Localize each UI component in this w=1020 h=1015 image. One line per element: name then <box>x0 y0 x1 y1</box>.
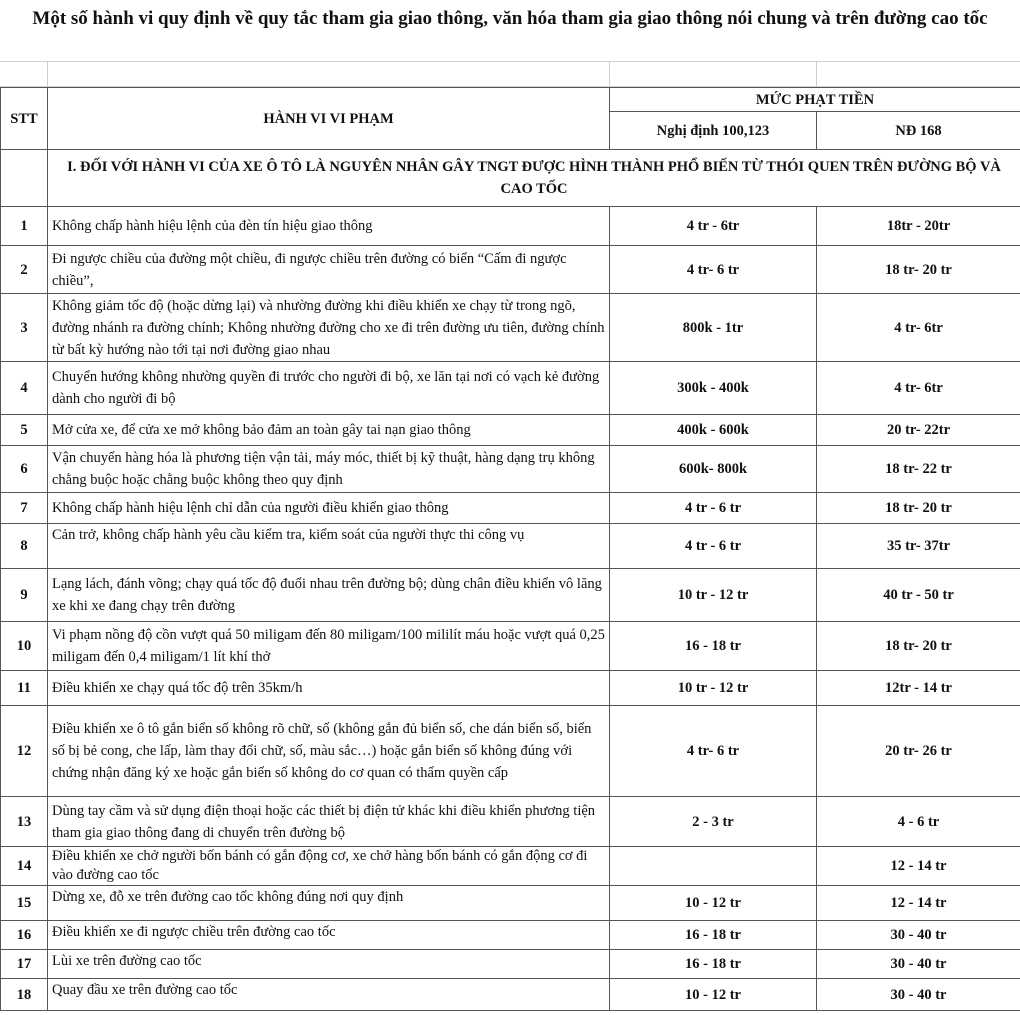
row-fine-new: 18 tr- 22 tr <box>817 446 1020 493</box>
row-violation: Điều khiển xe đi ngược chiều trên đường cao tốc <box>48 921 610 950</box>
row-fine-new: 30 - 40 tr <box>817 950 1020 979</box>
row-fine-old: 10 tr - 12 tr <box>610 671 817 706</box>
row-fine-new: 40 tr - 50 tr <box>817 569 1020 622</box>
row-fine-old: 600k- 800k <box>610 446 817 493</box>
row-fine-new: 12tr - 14 tr <box>817 671 1020 706</box>
row-fine-old: 4 tr- 6 tr <box>610 246 817 294</box>
row-fine-old: 16 - 18 tr <box>610 622 817 671</box>
row-fine-new: 20 tr- 22tr <box>817 415 1020 446</box>
row-stt: 14 <box>1 847 48 886</box>
table-row <box>1 446 1020 493</box>
row-fine-old: 16 - 18 tr <box>610 950 817 979</box>
table-row <box>1 524 1020 569</box>
table-row <box>1 950 1020 979</box>
row-fine-old: 4 tr - 6 tr <box>610 524 817 569</box>
row-fine-old: 16 - 18 tr <box>610 921 817 950</box>
table-row <box>1 797 1020 847</box>
header-decree-old: Nghị định 100,123 <box>610 112 817 150</box>
row-stt: 13 <box>1 797 48 847</box>
row-fine-old: 4 tr - 6tr <box>610 207 817 246</box>
row-violation: Vận chuyển hàng hóa là phương tiện vận tải, máy móc, thiết bị kỹ thuật, hàng dạng trụ không chằng buộc hoặc chằng buộc không theo quy định <box>48 446 610 493</box>
table-row <box>1 706 1020 797</box>
row-fine-old: 2 - 3 tr <box>610 797 817 847</box>
row-fine-old: 10 - 12 tr <box>610 886 817 921</box>
row-stt: 15 <box>1 886 48 921</box>
row-fine-new: 18tr - 20tr <box>817 207 1020 246</box>
table-row <box>1 886 1020 921</box>
table-row <box>1 569 1020 622</box>
row-violation: Đi ngược chiều của đường một chiều, đi ngược chiều trên đường có biển “Cấm đi ngược chiều”, <box>48 246 610 294</box>
row-violation: Điều khiển xe chạy quá tốc độ trên 35km/h <box>48 671 610 706</box>
row-violation: Dùng tay cầm và sử dụng điện thoại hoặc các thiết bị điện tử khác khi điều khiển phương tiện tham gia giao thông đang di chuyển trên đường bộ <box>48 797 610 847</box>
table-row <box>1 847 1020 886</box>
page-title: Một số hành vi quy định về quy tắc tham gia giao thông, văn hóa tham gia giao thông nói chung và trên đường cao tốc <box>0 0 1020 62</box>
row-violation: Cản trở, không chấp hành yêu cầu kiểm tra, kiểm soát của người thực thi công vụ <box>48 524 610 569</box>
row-fine-new: 18 tr- 20 tr <box>817 246 1020 294</box>
row-fine-old: 4 tr- 6 tr <box>610 706 817 797</box>
row-violation: Điều khiển xe chở người bốn bánh có gắn động cơ, xe chở hàng bốn bánh có gắn động cơ đi vào đường cao tốc <box>48 847 610 886</box>
row-fine-new: 4 - 6 tr <box>817 797 1020 847</box>
row-violation: Dừng xe, đỗ xe trên đường cao tốc không đúng nơi quy định <box>48 886 610 921</box>
table-row <box>1 921 1020 950</box>
row-violation: Quay đầu xe trên đường cao tốc <box>48 979 610 1011</box>
row-fine-old: 800k - 1tr <box>610 294 817 362</box>
table-row <box>1 362 1020 415</box>
row-stt: 5 <box>1 415 48 446</box>
row-fine-new: 35 tr- 37tr <box>817 524 1020 569</box>
row-violation: Lạng lách, đánh võng; chạy quá tốc độ đuổi nhau trên đường bộ; dùng chân điều khiển vô lăng xe khi xe đang chạy trên đường <box>48 569 610 622</box>
row-fine-new: 20 tr- 26 tr <box>817 706 1020 797</box>
row-stt: 18 <box>1 979 48 1011</box>
table-row <box>1 246 1020 294</box>
row-stt: 16 <box>1 921 48 950</box>
row-violation: Lùi xe trên đường cao tốc <box>48 950 610 979</box>
row-violation: Không giảm tốc độ (hoặc dừng lại) và nhường đường khi điều khiển xe chạy từ trong ngõ, đường nhánh ra đường chính; Không nhường đường cho xe đi trên đường ưu tiên, đường chính từ bất kỳ hướng nào tới tại nơi đường giao nhau <box>48 294 610 362</box>
header-stt: STT <box>1 88 48 150</box>
header-decree-new: NĐ 168 <box>817 112 1020 150</box>
spacer-row <box>0 62 1020 87</box>
table-row <box>1 979 1020 1011</box>
row-stt: 11 <box>1 671 48 706</box>
row-stt: 9 <box>1 569 48 622</box>
row-stt: 1 <box>1 207 48 246</box>
row-fine-old <box>610 847 817 886</box>
row-stt: 7 <box>1 493 48 524</box>
table-row <box>1 671 1020 706</box>
row-fine-new: 12 - 14 tr <box>817 847 1020 886</box>
row-fine-new: 4 tr- 6tr <box>817 362 1020 415</box>
table-row <box>1 415 1020 446</box>
row-fine-old: 400k - 600k <box>610 415 817 446</box>
table-row <box>1 493 1020 524</box>
row-fine-new: 18 tr- 20 tr <box>817 622 1020 671</box>
row-violation: Mở cửa xe, để cửa xe mở không bảo đảm an toàn gây tai nạn giao thông <box>48 415 610 446</box>
row-fine-old: 300k - 400k <box>610 362 817 415</box>
row-stt: 8 <box>1 524 48 569</box>
table-row <box>1 622 1020 671</box>
row-violation: Không chấp hành hiệu lệnh chỉ dẫn của người điều khiển giao thông <box>48 493 610 524</box>
header-violation: HÀNH VI VI PHẠM <box>48 88 610 150</box>
row-violation: Điều khiển xe ô tô gắn biển số không rõ chữ, số (không gắn đủ biển số, che dán biển số, biển số bị bẻ cong, che lấp, làm thay đổi chữ, số, màu sắc…) hoặc gắn biển số không đúng với chứng nhận đăng ký xe hoặc gắn biển số không do cơ quan có thẩm quyền cấp <box>48 706 610 797</box>
section-stt-cell <box>1 150 48 207</box>
row-stt: 6 <box>1 446 48 493</box>
row-fine-new: 30 - 40 tr <box>817 979 1020 1011</box>
row-fine-old: 10 - 12 tr <box>610 979 817 1011</box>
table-row <box>1 294 1020 362</box>
row-stt: 4 <box>1 362 48 415</box>
row-violation: Chuyển hướng không nhường quyền đi trước cho người đi bộ, xe lăn tại nơi có vạch kẻ đường dành cho người đi bộ <box>48 362 610 415</box>
row-stt: 2 <box>1 246 48 294</box>
row-fine-new: 18 tr- 20 tr <box>817 493 1020 524</box>
row-stt: 10 <box>1 622 48 671</box>
section-heading: I. ĐỐI VỚI HÀNH VI CỦA XE Ô TÔ LÀ NGUYÊN NHÂN GÂY TNGT ĐƯỢC HÌNH THÀNH PHỔ BIẾN TỪ THÓI QUEN TRÊN ĐƯỜNG BỘ VÀ CAO TỐC <box>48 150 1020 207</box>
row-stt: 17 <box>1 950 48 979</box>
fines-table <box>0 87 1020 1011</box>
header-fine-group: MỨC PHẠT TIỀN <box>610 88 1020 112</box>
row-fine-old: 4 tr - 6 tr <box>610 493 817 524</box>
row-stt: 3 <box>1 294 48 362</box>
row-fine-new: 12 - 14 tr <box>817 886 1020 921</box>
row-violation: Không chấp hành hiệu lệnh của đèn tín hiệu giao thông <box>48 207 610 246</box>
row-stt: 12 <box>1 706 48 797</box>
row-violation: Vi phạm nồng độ cồn vượt quá 50 miligam đến 80 miligam/100 mililít máu hoặc vượt quá 0,25 miligam đến 0,4 miligam/1 lít khí thở <box>48 622 610 671</box>
row-fine-old: 10 tr - 12 tr <box>610 569 817 622</box>
row-fine-new: 4 tr- 6tr <box>817 294 1020 362</box>
row-fine-new: 30 - 40 tr <box>817 921 1020 950</box>
table-row <box>1 207 1020 246</box>
